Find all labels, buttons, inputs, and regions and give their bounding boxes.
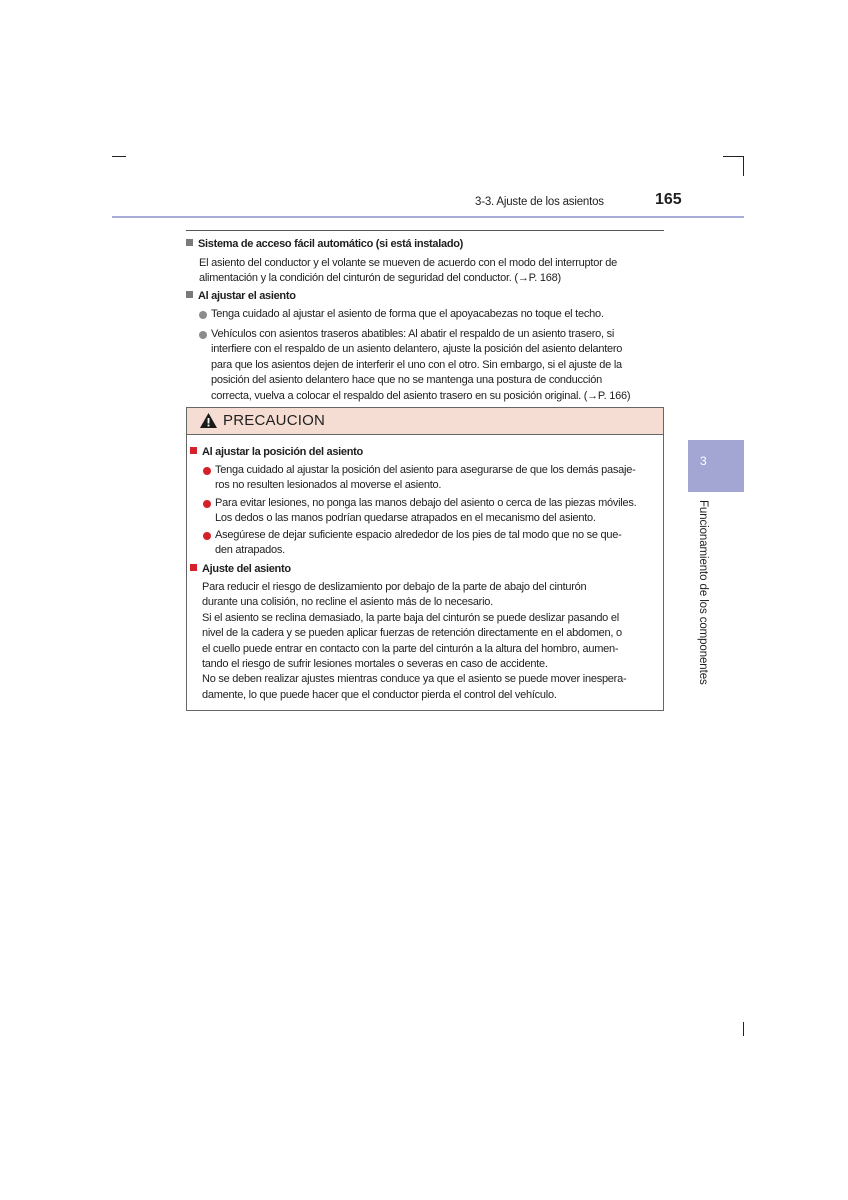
square-marker-icon: [186, 239, 193, 246]
caution-bullet-passengers: Tenga cuidado al ajustar la posición del asiento para asegurarse de que los demás pasaje- ros no resulten lesionados al moverse el asiento.: [215, 464, 636, 492]
caution-paragraph-recline: Para reducir el riesgo de deslizamiento por debajo de la parte de abajo del cinturón durante una colisión, no recline el asiento más de lo necesario. Si el asiento se reclina demasiado, la parte baja del cinturón se puede deslizar pasando el nivel de la cadera y se pueden aplicar fuerzas de retención directamente en el abdomen, o el cuello puede entrar en contacto con la parte del cinturón a la altura del hombro, aumen- tando el riesgo de sufrir lesiones mortales o severas en caso de accidente. No se deben realizar ajustes mientras conduce ya que el asiento se puede mover inespera- damente, lo que puede hacer que el conductor pierda el control del vehículo.: [202, 581, 627, 701]
bullet-dot-icon: [199, 311, 207, 319]
bullet-headrest: Tenga cuidado al ajustar el asiento de forma que el apoyacabezas no toque el techo.: [211, 308, 604, 320]
warning-triangle-icon: [199, 412, 218, 429]
bullet-dot-icon: [199, 331, 207, 339]
caution-bullet-hands: Para evitar lesiones, no ponga las manos debajo del asiento o cerca de las piezas móviles. Los dedos o las manos podrían quedarse atrapados en el mecanismo del asiento.: [215, 497, 637, 525]
crop-mark-bottom-right: [743, 1022, 744, 1036]
heading-auto-access: Sistema de acceso fácil automático (si está instalado): [186, 238, 463, 250]
paragraph-auto-access: El asiento del conductor y el volante se mueven de acuerdo con el modo del interruptor de alimentación y la condición del cinturón de seguridad del conductor. (→P. 168): [199, 257, 618, 285]
red-bullet-dot-icon: [203, 500, 211, 508]
crop-mark-top-left: [112, 156, 126, 157]
chapter-number: 3: [700, 454, 707, 468]
caution-bullet-feet: Asegúrese de dejar suficiente espacio alrededor de los pies de tal modo que no se que- den atrapados.: [215, 529, 622, 557]
caution-header: [187, 408, 663, 435]
header-rule: [112, 216, 744, 218]
red-square-marker-icon: [190, 447, 197, 454]
red-square-marker-icon: [190, 564, 197, 571]
caution-title: PRECAUCION: [223, 412, 326, 429]
caution-heading-seat-position: Al ajustar la posición del asiento: [190, 446, 363, 458]
chapter-tab: [688, 440, 744, 492]
caution-heading-seat-adjust: Ajuste del asiento: [190, 563, 291, 575]
crop-mark-top-right-h: [723, 156, 744, 157]
square-marker-icon: [186, 291, 193, 298]
heading-adjust-seat: Al ajustar el asiento: [186, 290, 296, 302]
red-bullet-dot-icon: [203, 467, 211, 475]
section-title: 3-3. Ajuste de los asientos: [475, 196, 604, 208]
content-top-rule: [186, 230, 664, 231]
red-bullet-dot-icon: [203, 532, 211, 540]
bullet-foldable-seats: Vehículos con asientos traseros abatibles: Al abatir el respaldo de un asiento trasero, si interfiere con el respaldo de un asiento delantero, ajuste la posición del asiento delantero para que los asientos dejen de interferir el uno con el otro. Sin embargo, si el ajuste de la posición del asiento delantero hace que no se mantenga una postura de conducción correcta, vuelva a colocar el respaldo del asiento trasero en su posición original. (→P. 166): [211, 328, 631, 402]
crop-mark-top-right-v: [743, 156, 744, 176]
page-number: 165: [655, 191, 682, 208]
chapter-side-label: Funcionamiento de los componentes: [697, 500, 709, 685]
